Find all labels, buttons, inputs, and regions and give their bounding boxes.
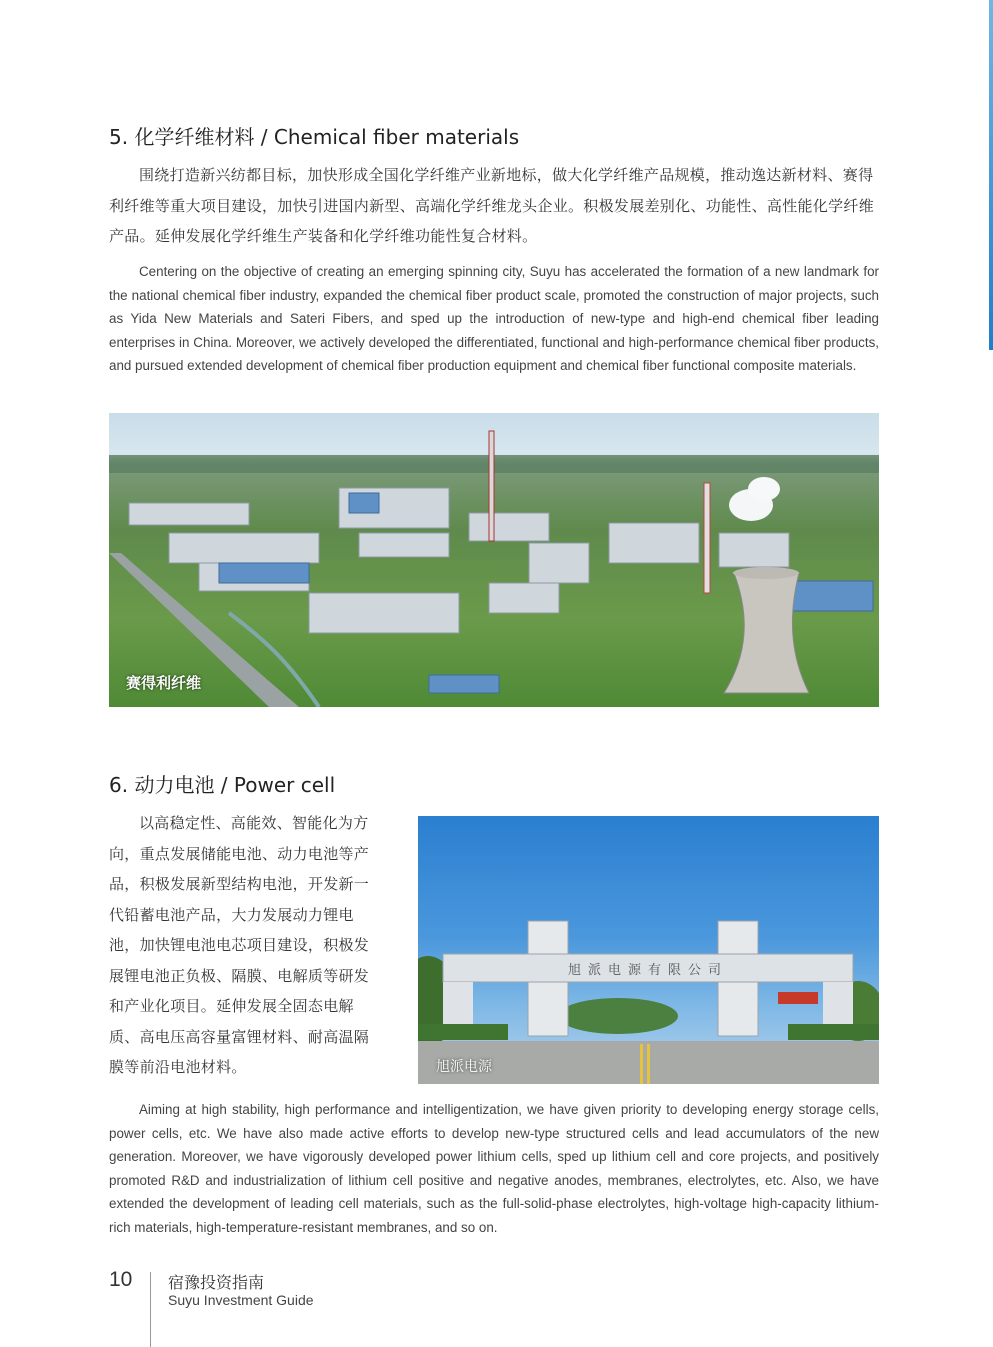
section-chinese-text: 以高稳定性、高能效、智能化为方向，重点发展储能电池、动力电池等产品，积极发展新型结构电池，开发新一代铅蓄电池产品，大力发展动力锂电池，加快锂电池电芯项目建设，积极发展锂电池正负极、隔膜、电解质等研发和产业化项目。延伸发展全固态电解质、高电压高容量富锂材料、耐高温隔膜等前沿电池材料。 bbox=[109, 814, 370, 1076]
photo-caption: 赛得利纤维 bbox=[126, 674, 202, 692]
section-english-text: Aiming at high stability, high performance and intelligentization, we have given priority to developing energy storage cells, power cells, etc. We have also made active efforts to develop new-type structured cells and lead accumulators of the new generation. Moreover, we have vigorously developed power lithium cells, sped up lithium cell and core projects, and positively promoted R&D and industrialization of lithium cell positive and negative anodes, membranes, electrolytes, etc. Also, we have extended the development of leading cell materials, such as the full-solid-phase electrolytes, high-voltage high-capacity lithium-rich materials, high-temperature-resistant membranes, and so on. bbox=[109, 1102, 879, 1235]
footer-title-chinese: 宿豫投资指南 bbox=[168, 1273, 265, 1292]
section-english-text: Centering on the objective of creating an emerging spinning city, Suyu has accelerated the formation of a new landmark for the national chemical fiber industry, expanded the chemical fiber product scale, promoted the construction of major projects, such as Yida New Materials and Sateri Fibers, and sped up the introduction of new-type and high-end chemical fiber leading enterprises in China. Moreover, we actively developed the differentiated, functional and high-performance chemical fiber products, and pursued extended development of chemical fiber production equipment and chemical fiber functional composite materials. bbox=[109, 264, 879, 373]
section-heading-chemical-fiber: 5. 化学纤维材料 / Chemical fiber materials bbox=[109, 125, 520, 149]
section-heading-power-cell: 6. 动力电池 / Power cell bbox=[109, 773, 336, 797]
section-chinese-text: 围绕打造新兴纺都目标，加快形成全国化学纤维产业新地标，做大化学纤维产品规模，推动逸达新材料、赛得利纤维等重大项目建设，加快引进国内新型、高端化学纤维龙头企业。积极发展差别化、功能性、高性能化学纤维产品。延伸发展化学纤维生产装备和化学纤维功能性复合材料。 bbox=[109, 166, 875, 245]
page-number: 10 bbox=[109, 1268, 133, 1291]
page-edge-accent bbox=[989, 0, 993, 350]
footer-divider bbox=[150, 1272, 151, 1347]
photo-caption: 旭派电源 bbox=[436, 1059, 492, 1075]
footer-title-english: Suyu Investment Guide bbox=[168, 1292, 314, 1308]
company-gate-photo bbox=[418, 816, 879, 1084]
industrial-park-photo bbox=[109, 413, 879, 707]
gate-sign-text: 旭派电源有限公司 bbox=[567, 963, 728, 978]
company-gate-illustration bbox=[418, 816, 879, 1084]
industrial-park-illustration bbox=[109, 413, 879, 707]
